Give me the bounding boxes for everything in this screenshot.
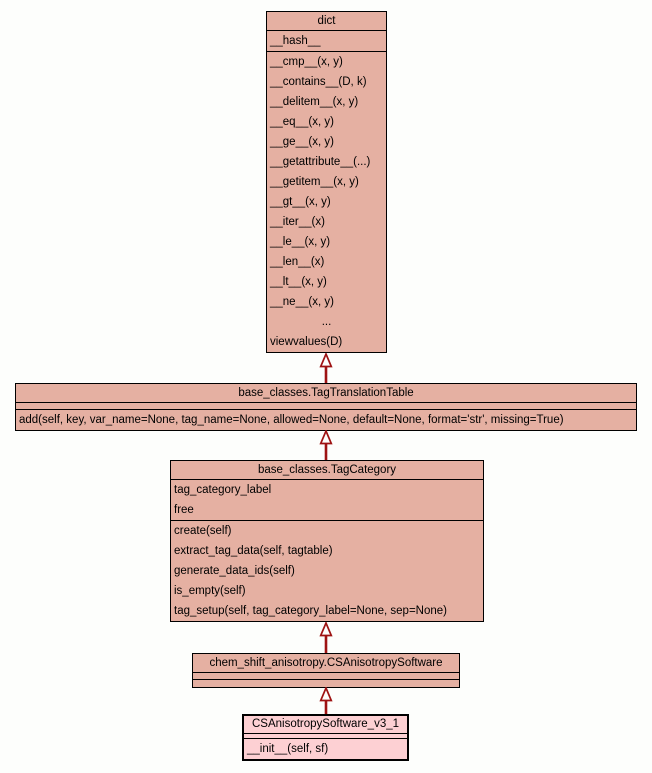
inheritance-arrow — [319, 430, 333, 460]
methods-section — [16, 409, 636, 430]
method: tag_setup(self, tag_category_label=None, sep=None) — [174, 605, 447, 617]
class-title-tag-translation-table: base_classes.TagTranslationTable — [238, 387, 414, 399]
class-title-dict: dict — [317, 15, 336, 27]
class-box-cs-anisotropy-software — [192, 653, 460, 688]
method: __cmp__(x, y) — [270, 56, 343, 68]
method: __delitem__(x, y) — [270, 96, 359, 108]
attributes-section — [171, 479, 483, 520]
class-title-tag-category: base_classes.TagCategory — [257, 464, 397, 476]
method: __iter__(x) — [270, 216, 325, 228]
method: viewvalues(D) — [270, 336, 343, 348]
methods-section — [267, 51, 386, 352]
class-title-cs-anisotropy-software: chem_shift_anisotropy.CSAnisotropySoftware — [209, 657, 443, 669]
class-box-dict — [266, 11, 387, 353]
method: __ge__(x, y) — [270, 136, 334, 148]
hollow-up-arrow-icon — [319, 687, 333, 714]
method: __init__(self, sf) — [247, 743, 329, 755]
attribute: free — [174, 504, 194, 516]
method: __gt__(x, y) — [270, 196, 331, 208]
hollow-up-arrow-icon — [319, 430, 333, 460]
method: __ne__(x, y) — [270, 296, 334, 308]
method: is_empty(self) — [174, 585, 246, 597]
method: __getattribute__(...) — [270, 156, 371, 168]
method: __le__(x, y) — [270, 236, 331, 248]
class-box-tag-category — [170, 460, 484, 622]
class-title-cs-anisotropy-software-v3-1: CSAnisotropySoftware_v3_1 — [251, 718, 400, 730]
method: __lt__(x, y) — [270, 276, 327, 288]
attributes-section-empty — [193, 672, 459, 679]
method: __contains__(D, k) — [270, 76, 367, 88]
inheritance-arrow — [319, 622, 333, 653]
method: __eq__(x, y) — [270, 116, 334, 128]
hollow-up-arrow-icon — [319, 353, 333, 383]
methods-section — [171, 520, 483, 621]
hollow-up-arrow-icon — [319, 622, 333, 653]
class-box-cs-anisotropy-software-v3-1 — [242, 714, 409, 761]
method: add(self, key, var_name=None, tag_name=None, allowed=None, default=None, format='str', missing=True) — [19, 414, 564, 426]
method: __len__(x) — [270, 256, 325, 268]
attribute: __hash__ — [270, 35, 321, 47]
inheritance-arrow — [319, 687, 333, 714]
class-box-tag-translation-table — [15, 383, 637, 431]
methods-section — [244, 738, 407, 759]
method: __getitem__(x, y) — [270, 176, 359, 188]
inheritance-arrow — [319, 353, 333, 383]
attributes-section-empty — [16, 402, 636, 409]
method: extract_tag_data(self, tagtable) — [174, 545, 333, 557]
attributes-section — [267, 30, 386, 51]
attribute: tag_category_label — [174, 484, 272, 496]
method: create(self) — [174, 525, 232, 537]
ellipsis-row: ... — [321, 316, 332, 328]
method: generate_data_ids(self) — [174, 565, 295, 577]
methods-section-empty — [193, 679, 459, 687]
